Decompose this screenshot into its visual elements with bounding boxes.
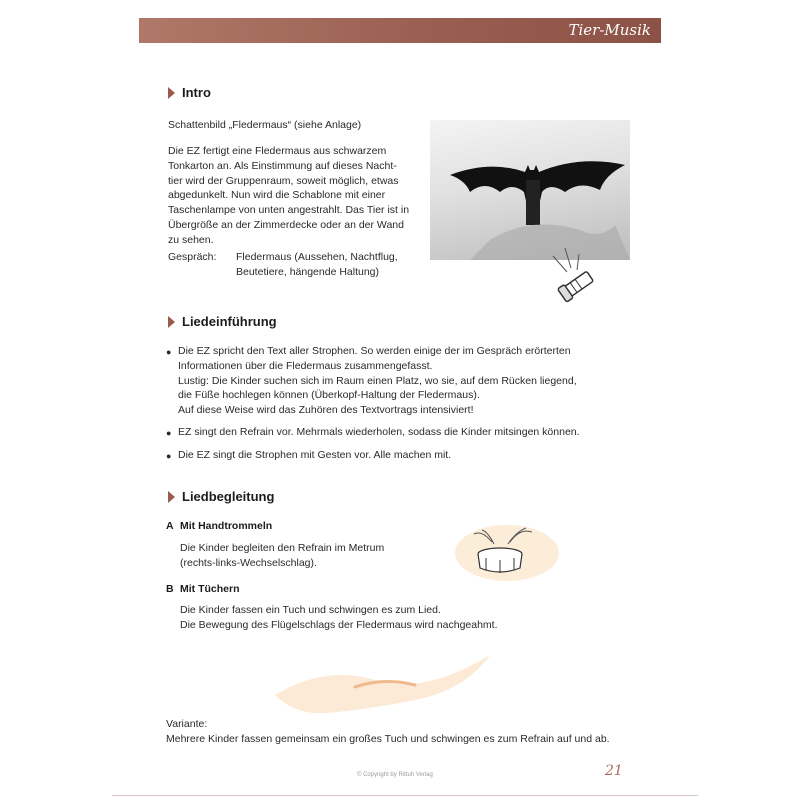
- bullet-line: EZ singt den Refrain vor. Mehrmals wiederholen, sodass die Kinder mitsingen können.: [178, 425, 580, 438]
- gespraech-line: Beutetiere, hängende Haltung): [236, 265, 380, 278]
- intro-line: zu sehen.: [168, 233, 214, 246]
- subsection-a-heading: [166, 520, 272, 532]
- intro-line: Taschenlampe von unten angestrahlt. Das Tier ist in: [168, 204, 410, 217]
- list-item: [166, 425, 636, 441]
- intro-line: abgedunkelt. Nun wird die Schablone mit einer: [168, 189, 386, 202]
- liedbegleitung-heading-text: Liedbegleitung: [182, 489, 275, 504]
- gespraech-line: Fledermaus (Aussehen, Nachtflug,: [236, 251, 398, 263]
- hand-drum-icon: [452, 518, 562, 588]
- subsection-line: Die Kinder begleiten den Refrain im Metrum: [180, 542, 385, 554]
- bat-shadow-icon: [430, 120, 630, 260]
- bullet-line: die Füße hochlegen können (Überkopf-Haltung der Fledermaus).: [178, 389, 480, 402]
- list-item: [166, 344, 636, 418]
- subsection-line: Die Bewegung des Flügelschlags der Fledermaus wird nachgeahmt.: [180, 618, 498, 631]
- liedeinfuehrung-heading-text: Liedeinführung: [182, 314, 277, 329]
- section-liedbegleitung-heading: [168, 489, 274, 504]
- header-title: Tier-Musik: [568, 21, 651, 39]
- intro-line: Übergröße an der Zimmerdecke oder an der Wand: [168, 218, 404, 231]
- subsection-letter: A: [166, 520, 174, 532]
- subsection-b-heading: [166, 583, 240, 595]
- flashlight-icon: [545, 240, 605, 310]
- bullet-dot-icon: ●: [166, 347, 172, 357]
- variante-text: Mehrere Kinder fassen gemeinsam ein großes Tuch und schwingen es zum Refrain auf und ab.: [166, 733, 610, 745]
- cloth-illustration: [265, 635, 505, 730]
- subsection-line: Die Kinder fassen ein Tuch und schwingen es zum Lied.: [180, 604, 441, 616]
- bat-shadow-photo: [430, 120, 630, 260]
- subsection-title: Mit Tüchern: [180, 583, 240, 595]
- section-liedeinfuehrung-heading: [168, 314, 277, 329]
- triangle-bullet-icon: [168, 491, 175, 503]
- flashlight-illustration: [545, 240, 605, 315]
- bullet-dot-icon: ●: [166, 427, 172, 438]
- header-bar: [139, 18, 661, 43]
- subsection-a-text: [180, 541, 384, 571]
- intro-line: Die EZ fertigt eine Fledermaus aus schwarzem: [168, 145, 387, 157]
- liedeinfuehrung-bullet-list: [166, 344, 636, 464]
- list-item: [166, 448, 636, 464]
- cloth-icon: [265, 635, 505, 725]
- intro-paragraph: [168, 144, 430, 248]
- bullet-dot-icon: ●: [166, 450, 172, 461]
- bullet-line: Die EZ singt die Strophen mit Gesten vor. Alle machen mit.: [178, 448, 452, 461]
- gespraech-label: Gespräch:: [168, 251, 217, 263]
- variante-label: Variante:: [166, 718, 208, 730]
- hand-drum-illustration: [452, 518, 562, 593]
- footer-divider: [112, 795, 698, 796]
- intro-line: tier wird der Gruppenraum, soweit möglich, etwas: [168, 174, 399, 187]
- subsection-b-text: [180, 603, 498, 633]
- page-number: 21: [605, 763, 623, 779]
- section-intro-heading: [168, 85, 211, 100]
- copyright-text: © Copyright by Rittuh Verlag: [357, 772, 433, 778]
- subsection-letter: B: [166, 583, 174, 595]
- subsection-line: (rechts-links-Wechselschlag).: [180, 556, 317, 569]
- subsection-title: Mit Handtrommeln: [180, 520, 273, 532]
- triangle-bullet-icon: [168, 87, 175, 99]
- intro-line: Tonkarton an. Als Einstimmung auf dieses Nacht-: [168, 159, 397, 172]
- triangle-bullet-icon: [168, 316, 175, 328]
- intro-heading-text: Intro: [182, 85, 211, 100]
- bullet-line: Die EZ spricht den Text aller Strophen. So werden einige der im Gespräch erörterten: [178, 345, 571, 357]
- bullet-line: Lustig: Die Kinder suchen sich im Raum einen Platz, wo sie, auf dem Rücken liegend,: [178, 374, 577, 387]
- bullet-line: Auf diese Weise wird das Zuhören des Textvortrags intensiviert!: [178, 404, 474, 417]
- bullet-line: Informationen über die Fledermaus zusammengefasst.: [178, 359, 433, 372]
- gespraech-text: [236, 250, 398, 280]
- intro-subtitle: Schattenbild „Fledermaus“ (siehe Anlage): [168, 119, 362, 131]
